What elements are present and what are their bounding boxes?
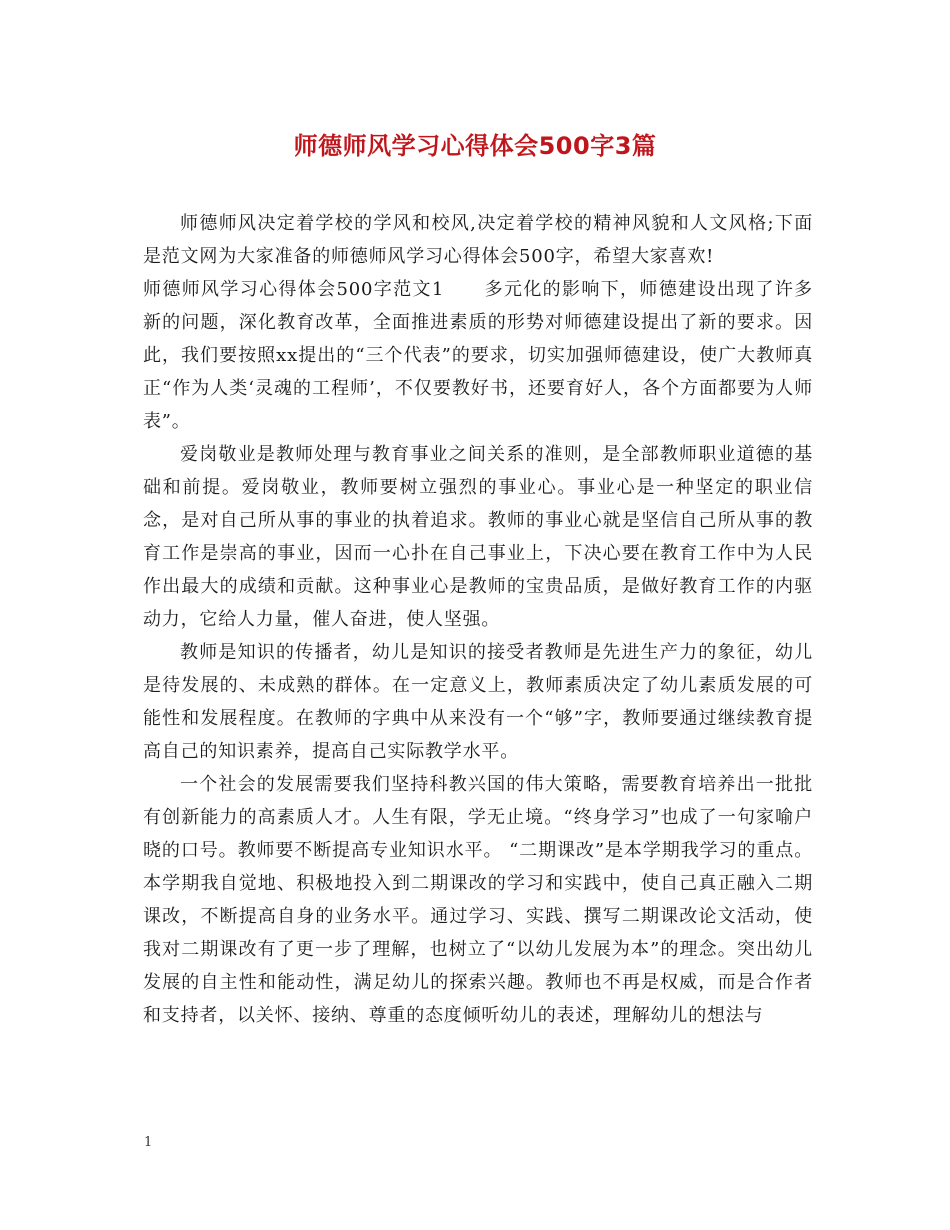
section-first-paragraph bbox=[143, 273, 813, 438]
section-first-para-text: 多元化的影响下，师德建设出现了许多新的问题，深化教育改革，全面推进素质的形势对师德建设提出了新的要求。因此，我们要按照xx提出的“三个代表”的要求，切实加强师德建设，使广大教师真正“作为人类‘灵魂的工程师’，不仅要教好书，还要育好人，各个方面都要为人师表”。 bbox=[143, 279, 813, 432]
body-paragraph: 爱岗敬业是教师处理与教育事业之间关系的准则，是全部教师职业道德的基础和前提。爱岗敬业，教师要树立强烈的事业心。事业心是一种坚定的职业信念，是对自己所从事的事业的执着追求。教师的事业心就是坚信自己所从事的教育工作是崇高的事业，因而一心扑在自己事业上，下决心要在教育工作中为人民作出最大的成绩和贡献。这种事业心是教师的宝贵品质，是做好教育工作的内驱动力，它给人力量，催人奋进，使人坚强。 bbox=[143, 444, 813, 630]
intro-paragraph: 师德师风决定着学校的学风和校风,决定着学校的精神风貌和人文风格;下面是范文网为大家准备的师德师风学习心得体会500字，希望大家喜欢! bbox=[143, 213, 813, 267]
document-title: 师德师风学习心得体会500字3篇 bbox=[293, 132, 657, 160]
body-paragraph: 一个社会的发展需要我们坚持科教兴国的伟大策略，需要教育培养出一批批有创新能力的高素质人才。人生有限，学无止境。“终身学习”也成了一句家喻户晓的口号。教师要不断提高专业知识水平。 “二期课改”是本学期我学习的重点。本学期我自觉地、积极地投入到二期课改的学习和实践中，使自己真正融入二期课改，不断提高自身的业务水平。通过学习、实践、撰写二期课改论文活动，使我对二期课改有了更一步了理解，也树立了“以幼儿发展为本”的理念。突出幼儿发展的自主性和能动性，满足幼儿的探索兴趣。教师也不再是权威，而是合作者和支持者，以关怀、接纳、尊重的态度倾听幼儿的表述，理解幼儿的想法与 bbox=[143, 774, 813, 1026]
body-paragraph: 教师是知识的传播者，幼儿是知识的接受者教师是先进生产力的象征，幼儿是待发展的、未成熟的群体。在一定意义上，教师素质决定了幼儿素质发展的可能性和发展程度。在教师的字典中从来没有一个“够”字，教师要通过继续教育提高自己的知识素养，提高自己实际教学水平。 bbox=[143, 642, 813, 762]
page-number: 1 bbox=[144, 1135, 153, 1150]
section-heading: 师德师风学习心得体会500字范文1 bbox=[143, 279, 445, 300]
document-body bbox=[143, 207, 813, 1032]
